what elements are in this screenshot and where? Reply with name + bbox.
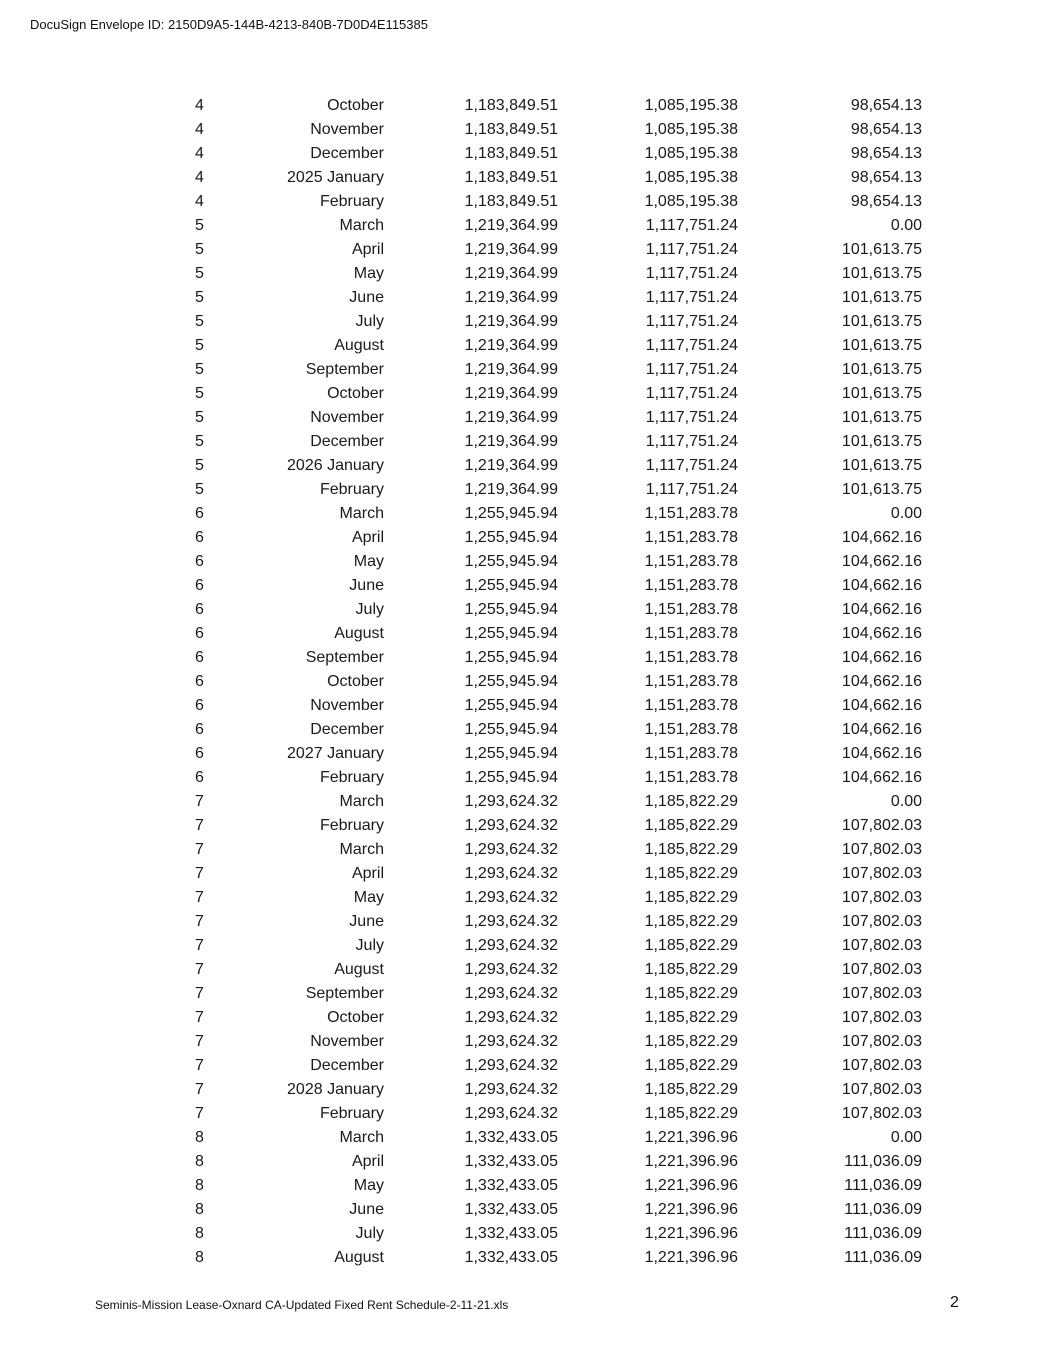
amount-a-cell: 1,255,945.94: [464, 601, 558, 618]
amount-a-cell: 1,293,624.32: [464, 817, 558, 834]
month-cell: February: [319, 1105, 384, 1122]
month-cell: May: [353, 1177, 384, 1194]
amount-c-cell: 98,654.13: [850, 169, 922, 186]
table-row: [0, 550, 1055, 574]
month-cell: November: [310, 121, 384, 138]
lease-year-cell: 8: [195, 1153, 204, 1170]
lease-year-cell: 7: [195, 961, 204, 978]
amount-c-cell: 107,802.03: [841, 913, 922, 930]
amount-b-cell: 1,185,822.29: [644, 913, 738, 930]
month-cell: November: [310, 1033, 384, 1050]
lease-year-cell: 6: [195, 577, 204, 594]
lease-year-cell: 5: [195, 337, 204, 354]
amount-a-cell: 1,293,624.32: [464, 985, 558, 1002]
amount-b-cell: 1,221,396.96: [644, 1249, 738, 1266]
lease-year-cell: 5: [195, 265, 204, 282]
amount-b-cell: 1,185,822.29: [644, 985, 738, 1002]
lease-year-cell: 8: [195, 1177, 204, 1194]
amount-a-cell: 1,219,364.99: [464, 385, 558, 402]
month-cell: February: [319, 193, 384, 210]
amount-a-cell: 1,332,433.05: [464, 1249, 558, 1266]
lease-year-cell: 6: [195, 697, 204, 714]
amount-b-cell: 1,085,195.38: [644, 193, 738, 210]
table-row: [0, 1102, 1055, 1126]
amount-a-cell: 1,219,364.99: [464, 361, 558, 378]
month-cell: November: [310, 697, 384, 714]
table-row: [0, 1222, 1055, 1246]
month-cell: March: [339, 217, 384, 234]
lease-year-cell: 6: [195, 553, 204, 570]
table-row: [0, 718, 1055, 742]
table-row: [0, 1174, 1055, 1198]
amount-a-cell: 1,255,945.94: [464, 673, 558, 690]
amount-a-cell: 1,332,433.05: [464, 1201, 558, 1218]
amount-a-cell: 1,332,433.05: [464, 1153, 558, 1170]
lease-year-cell: 6: [195, 505, 204, 522]
table-row: [0, 190, 1055, 214]
month-cell: April: [351, 1153, 384, 1170]
month-cell: March: [339, 1129, 384, 1146]
amount-c-cell: 107,802.03: [841, 865, 922, 882]
amount-b-cell: 1,185,822.29: [644, 937, 738, 954]
table-row: [0, 670, 1055, 694]
amount-a-cell: 1,219,364.99: [464, 217, 558, 234]
amount-a-cell: 1,219,364.99: [464, 337, 558, 354]
footer-filename: Seminis-Mission Lease-Oxnard CA-Updated Fixed Rent Schedule-2-11-21.xls: [95, 1298, 509, 1312]
amount-c-cell: 0.00: [890, 1129, 922, 1146]
amount-b-cell: 1,117,751.24: [645, 481, 738, 498]
amount-c-cell: 107,802.03: [841, 1009, 922, 1026]
lease-year-cell: 5: [195, 289, 204, 306]
month-cell: March: [339, 505, 384, 522]
amount-a-cell: 1,255,945.94: [464, 529, 558, 546]
amount-a-cell: 1,332,433.05: [464, 1225, 558, 1242]
table-row: [0, 94, 1055, 118]
amount-b-cell: 1,085,195.38: [644, 145, 738, 162]
month-cell: December: [310, 721, 384, 738]
amount-b-cell: 1,117,751.24: [645, 433, 738, 450]
table-row: [0, 406, 1055, 430]
amount-c-cell: 104,662.16: [841, 625, 922, 642]
amount-c-cell: 98,654.13: [850, 97, 922, 114]
month-cell: October: [327, 673, 384, 690]
page-number: 2: [950, 1294, 959, 1311]
table-row: [0, 214, 1055, 238]
amount-b-cell: 1,185,822.29: [644, 865, 738, 882]
lease-year-cell: 8: [195, 1249, 204, 1266]
table-row: [0, 790, 1055, 814]
lease-year-cell: 7: [195, 841, 204, 858]
lease-year-cell: 5: [195, 433, 204, 450]
lease-year-cell: 5: [195, 313, 204, 330]
amount-a-cell: 1,293,624.32: [464, 937, 558, 954]
lease-year-cell: 6: [195, 769, 204, 786]
amount-b-cell: 1,221,396.96: [644, 1225, 738, 1242]
amount-b-cell: 1,151,283.78: [644, 769, 738, 786]
table-row: [0, 622, 1055, 646]
month-cell: December: [310, 1057, 384, 1074]
month-cell: July: [355, 313, 384, 330]
amount-a-cell: 1,293,624.32: [464, 1081, 558, 1098]
table-row: [0, 358, 1055, 382]
lease-year-cell: 7: [195, 1105, 204, 1122]
amount-c-cell: 107,802.03: [841, 841, 922, 858]
table-row: [0, 262, 1055, 286]
amount-a-cell: 1,183,849.51: [464, 169, 558, 186]
lease-year-cell: 5: [195, 241, 204, 258]
month-cell: December: [310, 433, 384, 450]
amount-b-cell: 1,151,283.78: [644, 745, 738, 762]
lease-year-cell: 5: [195, 217, 204, 234]
amount-c-cell: 111,036.09: [844, 1153, 922, 1170]
amount-b-cell: 1,085,195.38: [644, 121, 738, 138]
table-row: [0, 982, 1055, 1006]
lease-year-cell: 5: [195, 385, 204, 402]
amount-a-cell: 1,255,945.94: [464, 745, 558, 762]
month-cell: October: [327, 97, 384, 114]
amount-c-cell: 104,662.16: [841, 577, 922, 594]
table-row: [0, 1198, 1055, 1222]
month-cell: May: [353, 889, 384, 906]
amount-b-cell: 1,185,822.29: [644, 1057, 738, 1074]
amount-a-cell: 1,332,433.05: [464, 1129, 558, 1146]
lease-year-cell: 4: [195, 145, 204, 162]
month-cell: May: [353, 553, 384, 570]
lease-year-cell: 7: [195, 913, 204, 930]
month-cell: 2026 January: [287, 457, 384, 474]
table-row: [0, 118, 1055, 142]
lease-year-cell: 7: [195, 1033, 204, 1050]
month-cell: October: [327, 1009, 384, 1026]
lease-year-cell: 6: [195, 601, 204, 618]
lease-year-cell: 7: [195, 889, 204, 906]
amount-c-cell: 107,802.03: [841, 937, 922, 954]
month-cell: December: [310, 145, 384, 162]
amount-c-cell: 101,613.75: [841, 241, 922, 258]
amount-a-cell: 1,183,849.51: [464, 97, 558, 114]
amount-c-cell: 111,036.09: [844, 1201, 922, 1218]
amount-c-cell: 101,613.75: [841, 409, 922, 426]
table-row: [0, 910, 1055, 934]
amount-c-cell: 107,802.03: [841, 1105, 922, 1122]
amount-b-cell: 1,117,751.24: [645, 457, 738, 474]
table-row: [0, 286, 1055, 310]
month-cell: 2028 January: [287, 1081, 384, 1098]
month-cell: July: [355, 601, 384, 618]
amount-b-cell: 1,151,283.78: [644, 577, 738, 594]
amount-c-cell: 98,654.13: [850, 193, 922, 210]
table-row: [0, 574, 1055, 598]
amount-c-cell: 101,613.75: [841, 361, 922, 378]
month-cell: October: [327, 385, 384, 402]
amount-b-cell: 1,151,283.78: [644, 673, 738, 690]
amount-b-cell: 1,117,751.24: [645, 289, 738, 306]
amount-c-cell: 0.00: [890, 793, 922, 810]
month-cell: September: [305, 649, 384, 666]
amount-c-cell: 101,613.75: [841, 385, 922, 402]
table-row: [0, 766, 1055, 790]
table-row: [0, 1054, 1055, 1078]
lease-year-cell: 5: [195, 457, 204, 474]
amount-c-cell: 111,036.09: [844, 1177, 922, 1194]
amount-b-cell: 1,117,751.24: [645, 217, 738, 234]
lease-year-cell: 6: [195, 721, 204, 738]
amount-a-cell: 1,219,364.99: [464, 433, 558, 450]
amount-b-cell: 1,221,396.96: [644, 1129, 738, 1146]
table-row: [0, 334, 1055, 358]
amount-b-cell: 1,117,751.24: [645, 385, 738, 402]
lease-year-cell: 5: [195, 361, 204, 378]
amount-c-cell: 107,802.03: [841, 1081, 922, 1098]
lease-year-cell: 6: [195, 529, 204, 546]
table-row: [0, 742, 1055, 766]
amount-c-cell: 101,613.75: [841, 337, 922, 354]
amount-a-cell: 1,219,364.99: [464, 457, 558, 474]
table-row: [0, 934, 1055, 958]
month-cell: March: [339, 793, 384, 810]
amount-c-cell: 104,662.16: [841, 601, 922, 618]
amount-b-cell: 1,185,822.29: [644, 1033, 738, 1050]
table-row: [0, 382, 1055, 406]
table-row: [0, 862, 1055, 886]
amount-b-cell: 1,185,822.29: [644, 1081, 738, 1098]
amount-a-cell: 1,332,433.05: [464, 1177, 558, 1194]
table-row: [0, 646, 1055, 670]
amount-c-cell: 104,662.16: [841, 745, 922, 762]
amount-c-cell: 107,802.03: [841, 961, 922, 978]
lease-year-cell: 8: [195, 1201, 204, 1218]
amount-a-cell: 1,255,945.94: [464, 649, 558, 666]
amount-b-cell: 1,085,195.38: [644, 169, 738, 186]
amount-b-cell: 1,185,822.29: [644, 817, 738, 834]
month-cell: August: [334, 337, 384, 354]
amount-c-cell: 98,654.13: [850, 145, 922, 162]
month-cell: February: [319, 481, 384, 498]
amount-a-cell: 1,293,624.32: [464, 793, 558, 810]
amount-a-cell: 1,293,624.32: [464, 913, 558, 930]
amount-a-cell: 1,183,849.51: [464, 145, 558, 162]
table-row: [0, 454, 1055, 478]
amount-a-cell: 1,255,945.94: [464, 553, 558, 570]
table-row: [0, 694, 1055, 718]
docusign-envelope-id: DocuSign Envelope ID: 2150D9A5-144B-4213-840B-7D0D4E115385: [30, 17, 428, 32]
month-cell: June: [349, 577, 384, 594]
rent-schedule-table: [0, 94, 1055, 1270]
amount-c-cell: 107,802.03: [841, 817, 922, 834]
amount-b-cell: 1,221,396.96: [644, 1153, 738, 1170]
table-row: [0, 598, 1055, 622]
amount-c-cell: 104,662.16: [841, 673, 922, 690]
amount-a-cell: 1,255,945.94: [464, 697, 558, 714]
month-cell: August: [334, 625, 384, 642]
amount-b-cell: 1,151,283.78: [644, 697, 738, 714]
amount-a-cell: 1,219,364.99: [464, 409, 558, 426]
amount-c-cell: 98,654.13: [850, 121, 922, 138]
month-cell: April: [351, 529, 384, 546]
amount-c-cell: 101,613.75: [841, 457, 922, 474]
amount-a-cell: 1,219,364.99: [464, 313, 558, 330]
table-row: [0, 1246, 1055, 1270]
table-row: [0, 1126, 1055, 1150]
amount-c-cell: 111,036.09: [844, 1249, 922, 1266]
lease-year-cell: 7: [195, 1081, 204, 1098]
lease-year-cell: 8: [195, 1129, 204, 1146]
amount-a-cell: 1,255,945.94: [464, 769, 558, 786]
amount-c-cell: 107,802.03: [841, 1033, 922, 1050]
lease-year-cell: 7: [195, 1057, 204, 1074]
lease-year-cell: 6: [195, 673, 204, 690]
table-row: [0, 502, 1055, 526]
amount-c-cell: 101,613.75: [841, 433, 922, 450]
amount-a-cell: 1,255,945.94: [464, 577, 558, 594]
lease-year-cell: 7: [195, 937, 204, 954]
amount-a-cell: 1,219,364.99: [464, 481, 558, 498]
lease-year-cell: 7: [195, 985, 204, 1002]
month-cell: July: [355, 937, 384, 954]
amount-a-cell: 1,219,364.99: [464, 289, 558, 306]
amount-b-cell: 1,221,396.96: [644, 1177, 738, 1194]
amount-b-cell: 1,185,822.29: [644, 1009, 738, 1026]
amount-a-cell: 1,219,364.99: [464, 241, 558, 258]
amount-c-cell: 111,036.09: [844, 1225, 922, 1242]
table-row: [0, 814, 1055, 838]
amount-b-cell: 1,221,396.96: [644, 1201, 738, 1218]
amount-c-cell: 104,662.16: [841, 697, 922, 714]
table-row: [0, 1030, 1055, 1054]
table-row: [0, 886, 1055, 910]
month-cell: April: [351, 241, 384, 258]
amount-c-cell: 101,613.75: [841, 313, 922, 330]
amount-c-cell: 101,613.75: [841, 481, 922, 498]
amount-b-cell: 1,117,751.24: [645, 361, 738, 378]
table-row: [0, 838, 1055, 862]
amount-c-cell: 0.00: [890, 505, 922, 522]
amount-a-cell: 1,293,624.32: [464, 841, 558, 858]
month-cell: August: [334, 961, 384, 978]
amount-a-cell: 1,293,624.32: [464, 865, 558, 882]
table-row: [0, 478, 1055, 502]
month-cell: February: [319, 817, 384, 834]
month-cell: April: [351, 865, 384, 882]
month-cell: May: [353, 265, 384, 282]
amount-a-cell: 1,293,624.32: [464, 1105, 558, 1122]
amount-b-cell: 1,151,283.78: [644, 625, 738, 642]
table-row: [0, 1150, 1055, 1174]
amount-b-cell: 1,151,283.78: [644, 601, 738, 618]
table-row: [0, 310, 1055, 334]
month-cell: March: [339, 841, 384, 858]
amount-a-cell: 1,293,624.32: [464, 961, 558, 978]
amount-b-cell: 1,117,751.24: [645, 337, 738, 354]
month-cell: September: [305, 985, 384, 1002]
amount-a-cell: 1,255,945.94: [464, 721, 558, 738]
amount-b-cell: 1,151,283.78: [644, 721, 738, 738]
amount-b-cell: 1,117,751.24: [645, 409, 738, 426]
amount-b-cell: 1,185,822.29: [644, 841, 738, 858]
amount-c-cell: 104,662.16: [841, 553, 922, 570]
amount-b-cell: 1,185,822.29: [644, 961, 738, 978]
month-cell: November: [310, 409, 384, 426]
table-row: [0, 958, 1055, 982]
lease-year-cell: 6: [195, 625, 204, 642]
amount-c-cell: 104,662.16: [841, 529, 922, 546]
month-cell: August: [334, 1249, 384, 1266]
lease-year-cell: 4: [195, 193, 204, 210]
amount-c-cell: 104,662.16: [841, 721, 922, 738]
table-row: [0, 142, 1055, 166]
amount-b-cell: 1,151,283.78: [644, 505, 738, 522]
amount-c-cell: 104,662.16: [841, 769, 922, 786]
amount-a-cell: 1,293,624.32: [464, 1009, 558, 1026]
table-row: [0, 430, 1055, 454]
amount-a-cell: 1,255,945.94: [464, 505, 558, 522]
lease-year-cell: 4: [195, 169, 204, 186]
amount-b-cell: 1,117,751.24: [645, 265, 738, 282]
amount-c-cell: 107,802.03: [841, 1057, 922, 1074]
month-cell: June: [349, 1201, 384, 1218]
lease-year-cell: 7: [195, 1009, 204, 1026]
amount-b-cell: 1,085,195.38: [644, 97, 738, 114]
amount-c-cell: 0.00: [890, 217, 922, 234]
lease-year-cell: 5: [195, 481, 204, 498]
lease-year-cell: 4: [195, 121, 204, 138]
month-cell: February: [319, 769, 384, 786]
amount-b-cell: 1,117,751.24: [645, 241, 738, 258]
amount-b-cell: 1,185,822.29: [644, 793, 738, 810]
month-cell: June: [349, 913, 384, 930]
lease-year-cell: 6: [195, 745, 204, 762]
amount-a-cell: 1,293,624.32: [464, 889, 558, 906]
amount-c-cell: 107,802.03: [841, 985, 922, 1002]
amount-c-cell: 101,613.75: [841, 265, 922, 282]
lease-year-cell: 6: [195, 649, 204, 666]
amount-b-cell: 1,151,283.78: [644, 529, 738, 546]
month-cell: June: [349, 289, 384, 306]
amount-c-cell: 107,802.03: [841, 889, 922, 906]
table-row: [0, 238, 1055, 262]
amount-b-cell: 1,151,283.78: [644, 553, 738, 570]
amount-a-cell: 1,293,624.32: [464, 1033, 558, 1050]
lease-year-cell: 5: [195, 409, 204, 426]
amount-a-cell: 1,293,624.32: [464, 1057, 558, 1074]
month-cell: 2025 January: [287, 169, 384, 186]
amount-b-cell: 1,185,822.29: [644, 1105, 738, 1122]
amount-a-cell: 1,219,364.99: [464, 265, 558, 282]
table-row: [0, 1006, 1055, 1030]
lease-year-cell: 7: [195, 793, 204, 810]
lease-year-cell: 7: [195, 865, 204, 882]
amount-a-cell: 1,183,849.51: [464, 193, 558, 210]
amount-b-cell: 1,117,751.24: [645, 313, 738, 330]
table-row: [0, 526, 1055, 550]
amount-c-cell: 104,662.16: [841, 649, 922, 666]
amount-c-cell: 101,613.75: [841, 289, 922, 306]
month-cell: September: [305, 361, 384, 378]
month-cell: 2027 January: [287, 745, 384, 762]
amount-a-cell: 1,255,945.94: [464, 625, 558, 642]
table-row: [0, 166, 1055, 190]
table-row: [0, 1078, 1055, 1102]
amount-a-cell: 1,183,849.51: [464, 121, 558, 138]
amount-b-cell: 1,185,822.29: [644, 889, 738, 906]
month-cell: July: [355, 1225, 384, 1242]
lease-year-cell: 4: [195, 97, 204, 114]
lease-year-cell: 7: [195, 817, 204, 834]
amount-b-cell: 1,151,283.78: [644, 649, 738, 666]
lease-year-cell: 8: [195, 1225, 204, 1242]
